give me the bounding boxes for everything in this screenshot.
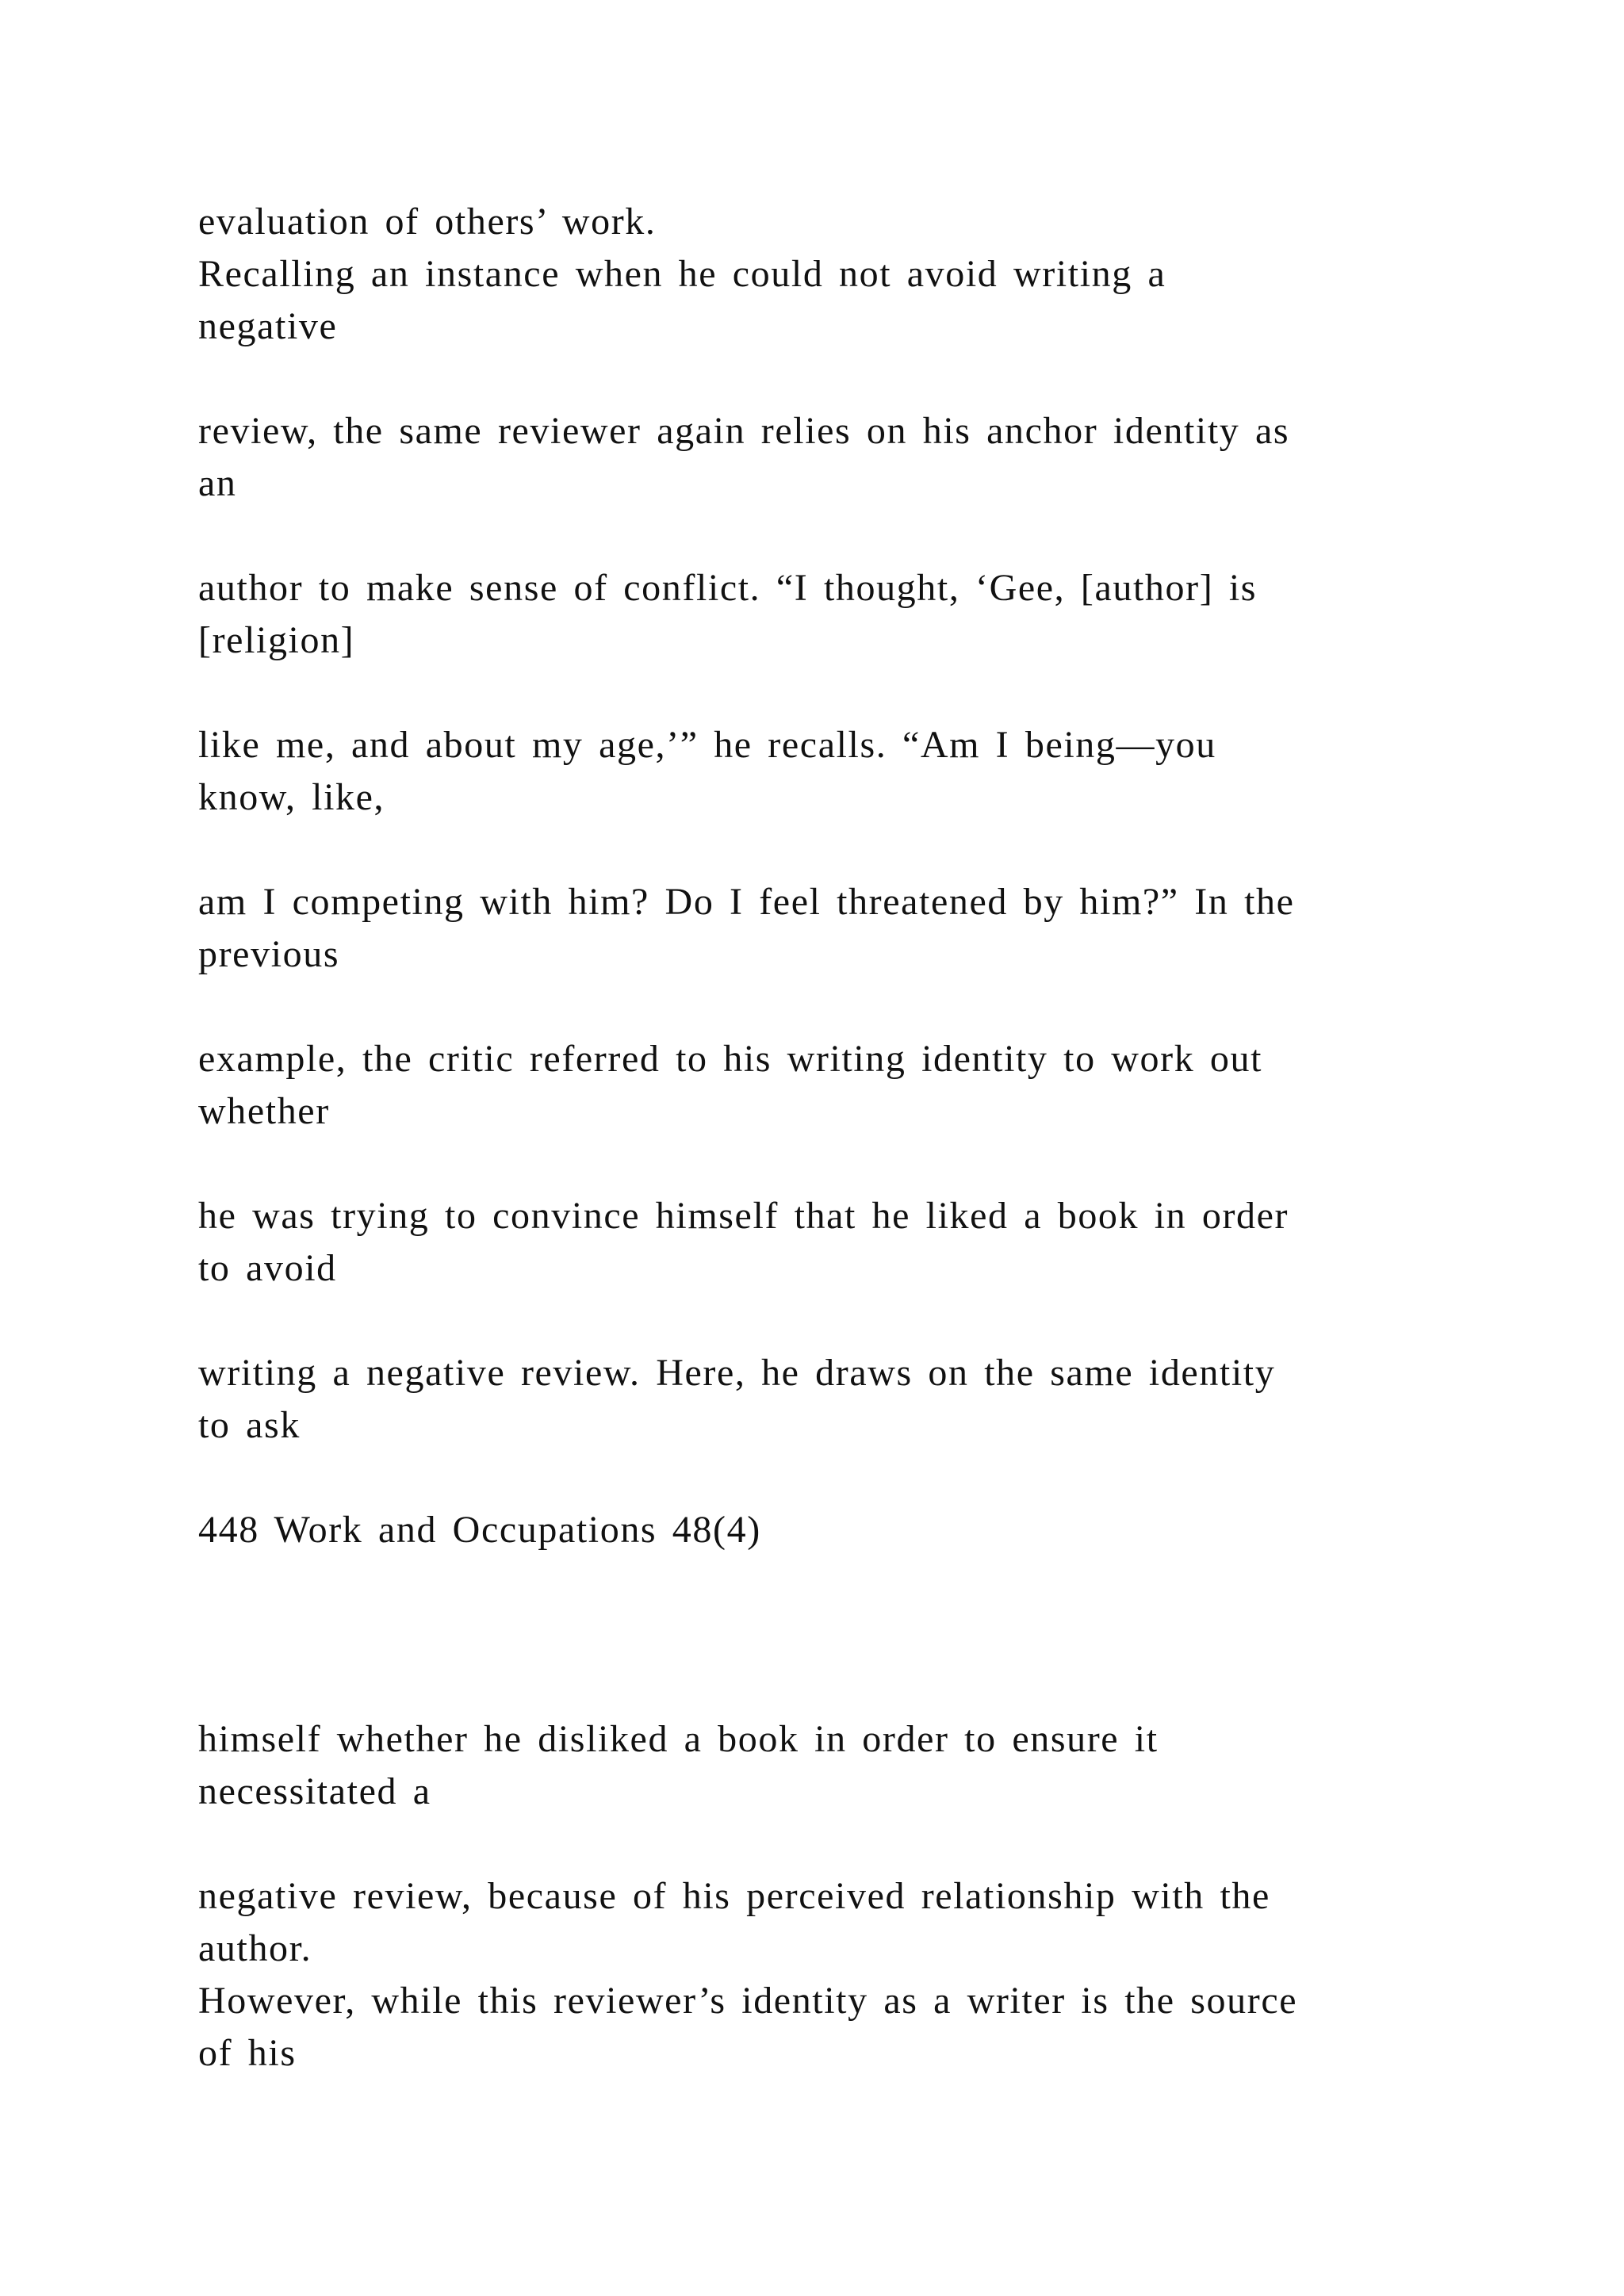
page-footer: 448 Work and Occupations 48(4) xyxy=(198,1509,761,1551)
text-line: previous xyxy=(198,933,340,975)
text-line: review, the same reviewer again relies on his anchor identity as xyxy=(198,410,1290,452)
text-line: author to make sense of conflict. “I thought, ‘Gee, [author] is xyxy=(198,567,1258,609)
text-line: example, the critic referred to his writing identity to work out xyxy=(198,1038,1263,1080)
text-line: himself whether he disliked a book in order to ensure it xyxy=(198,1718,1159,1760)
text-line: evaluation of others’ work. xyxy=(198,201,657,243)
text-line: negative xyxy=(198,305,338,347)
text-line: like me, and about my age,’” he recalls. “Am I being—you xyxy=(198,724,1216,766)
text-line: of his xyxy=(198,2032,297,2074)
text-line: know, like, xyxy=(198,776,385,818)
text-line: to ask xyxy=(198,1404,301,1446)
text-line: author. xyxy=(198,1927,312,1969)
text-line: he was trying to convince himself that he liked a book in order xyxy=(198,1195,1289,1237)
text-line: am I competing with him? Do I feel threatened by him?” In the xyxy=(198,881,1295,923)
text-line: necessitated a xyxy=(198,1770,431,1812)
text-line: writing a negative review. Here, he draws on the same identity xyxy=(198,1352,1276,1394)
text-line: However, while this reviewer’s identity as a writer is the source xyxy=(198,1980,1298,2022)
text-line: an xyxy=(198,462,237,504)
text-line: whether xyxy=(198,1090,330,1132)
text-line: to avoid xyxy=(198,1247,337,1289)
text-line: negative review, because of his perceived relationship with the xyxy=(198,1875,1270,1917)
text-line: [religion] xyxy=(198,619,355,661)
text-line: Recalling an instance when he could not avoid writing a xyxy=(198,253,1166,295)
